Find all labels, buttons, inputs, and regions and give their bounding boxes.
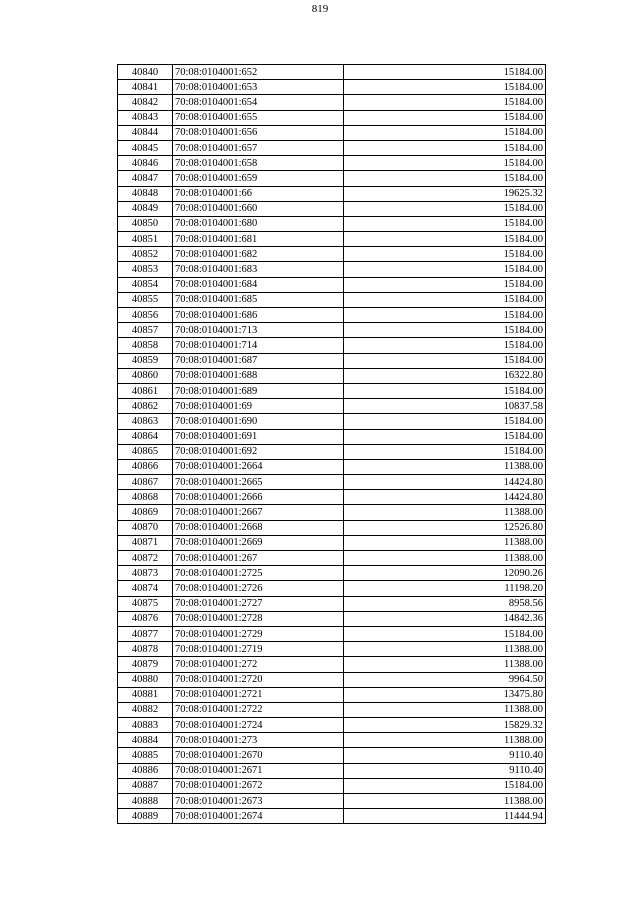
cadastral-value-cell: 14842.36 <box>344 611 546 626</box>
row-number-cell: 40848 <box>118 186 173 201</box>
cadastral-value-cell: 15184.00 <box>344 429 546 444</box>
row-number-cell: 40856 <box>118 308 173 323</box>
cadastral-value-cell: 15184.00 <box>344 277 546 292</box>
row-number-cell: 40887 <box>118 778 173 793</box>
table-row <box>118 338 546 353</box>
cadastral-value-cell: 15184.00 <box>344 95 546 110</box>
table-row <box>118 551 546 566</box>
cadastral-value-cell: 14424.80 <box>344 490 546 505</box>
table-row <box>118 216 546 231</box>
table-row <box>118 626 546 641</box>
cadastral-number-cell: 70:08:0104001:66 <box>173 186 344 201</box>
row-number-cell: 40889 <box>118 809 173 824</box>
cadastral-value-cell: 11388.00 <box>344 733 546 748</box>
table-row <box>118 353 546 368</box>
table-row <box>118 657 546 672</box>
cadastral-number-cell: 70:08:0104001:690 <box>173 414 344 429</box>
table-row <box>118 596 546 611</box>
cadastral-number-cell: 70:08:0104001:714 <box>173 338 344 353</box>
cadastral-number-cell: 70:08:0104001:713 <box>173 323 344 338</box>
row-number-cell: 40877 <box>118 626 173 641</box>
row-number-cell: 40881 <box>118 687 173 702</box>
cadastral-value-cell: 11388.00 <box>344 551 546 566</box>
cadastral-number-cell: 70:08:0104001:2724 <box>173 718 344 733</box>
row-number-cell: 40870 <box>118 520 173 535</box>
table-row <box>118 292 546 307</box>
cadastral-value-cell: 15184.00 <box>344 247 546 262</box>
table-row <box>118 232 546 247</box>
table-row <box>118 201 546 216</box>
row-number-cell: 40863 <box>118 414 173 429</box>
cadastral-number-cell: 70:08:0104001:655 <box>173 110 344 125</box>
cadastral-value-cell: 15184.00 <box>344 140 546 155</box>
table-row <box>118 733 546 748</box>
cadastral-value-cell: 8958.56 <box>344 596 546 611</box>
cadastral-value-cell: 11388.00 <box>344 794 546 809</box>
row-number-cell: 40847 <box>118 171 173 186</box>
cadastral-value-cell: 14424.80 <box>344 475 546 490</box>
cadastral-number-cell: 70:08:0104001:654 <box>173 95 344 110</box>
cadastral-value-table <box>117 64 546 824</box>
cadastral-number-cell: 70:08:0104001:272 <box>173 657 344 672</box>
cadastral-number-cell: 70:08:0104001:681 <box>173 232 344 247</box>
cadastral-value-cell: 13475.80 <box>344 687 546 702</box>
table-row <box>118 687 546 702</box>
cadastral-number-cell: 70:08:0104001:273 <box>173 733 344 748</box>
table-row <box>118 520 546 535</box>
cadastral-value-cell: 15184.00 <box>344 444 546 459</box>
table-row <box>118 80 546 95</box>
cadastral-number-cell: 70:08:0104001:2729 <box>173 626 344 641</box>
cadastral-number-cell: 70:08:0104001:2674 <box>173 809 344 824</box>
table-row <box>118 368 546 383</box>
cadastral-value-cell: 15184.00 <box>344 232 546 247</box>
cadastral-number-cell: 70:08:0104001:2727 <box>173 596 344 611</box>
cadastral-number-cell: 70:08:0104001:689 <box>173 383 344 398</box>
row-number-cell: 40860 <box>118 368 173 383</box>
cadastral-number-cell: 70:08:0104001:2670 <box>173 748 344 763</box>
cadastral-number-cell: 70:08:0104001:653 <box>173 80 344 95</box>
cadastral-number-cell: 70:08:0104001:2667 <box>173 505 344 520</box>
cadastral-value-cell: 11388.00 <box>344 642 546 657</box>
cadastral-number-cell: 70:08:0104001:2725 <box>173 566 344 581</box>
row-number-cell: 40854 <box>118 277 173 292</box>
cadastral-value-cell: 15184.00 <box>344 156 546 171</box>
cadastral-number-cell: 70:08:0104001:69 <box>173 399 344 414</box>
table-row <box>118 308 546 323</box>
cadastral-value-cell: 15184.00 <box>344 216 546 231</box>
cadastral-number-cell: 70:08:0104001:2728 <box>173 611 344 626</box>
table-row <box>118 277 546 292</box>
row-number-cell: 40888 <box>118 794 173 809</box>
cadastral-number-cell: 70:08:0104001:2722 <box>173 702 344 717</box>
row-number-cell: 40861 <box>118 383 173 398</box>
cadastral-number-cell: 70:08:0104001:680 <box>173 216 344 231</box>
cadastral-value-cell: 15184.00 <box>344 338 546 353</box>
cadastral-value-cell: 15184.00 <box>344 308 546 323</box>
cadastral-value-cell: 11198.20 <box>344 581 546 596</box>
table-row <box>118 323 546 338</box>
row-number-cell: 40885 <box>118 748 173 763</box>
cadastral-value-cell: 15184.00 <box>344 171 546 186</box>
row-number-cell: 40878 <box>118 642 173 657</box>
cadastral-number-cell: 70:08:0104001:2671 <box>173 763 344 778</box>
row-number-cell: 40845 <box>118 140 173 155</box>
table-row <box>118 110 546 125</box>
row-number-cell: 40872 <box>118 551 173 566</box>
cadastral-value-cell: 10837.58 <box>344 399 546 414</box>
row-number-cell: 40859 <box>118 353 173 368</box>
row-number-cell: 40851 <box>118 232 173 247</box>
row-number-cell: 40869 <box>118 505 173 520</box>
cadastral-number-cell: 70:08:0104001:2719 <box>173 642 344 657</box>
table-row <box>118 505 546 520</box>
table-row <box>118 140 546 155</box>
cadastral-number-cell: 70:08:0104001:656 <box>173 125 344 140</box>
cadastral-number-cell: 70:08:0104001:657 <box>173 140 344 155</box>
table-row <box>118 156 546 171</box>
row-number-cell: 40873 <box>118 566 173 581</box>
table-row <box>118 581 546 596</box>
table-row <box>118 763 546 778</box>
table-row <box>118 444 546 459</box>
table-row <box>118 642 546 657</box>
table-row <box>118 809 546 824</box>
cadastral-number-cell: 70:08:0104001:687 <box>173 353 344 368</box>
table-row <box>118 262 546 277</box>
page-number: 819 <box>311 3 329 15</box>
cadastral-number-cell: 70:08:0104001:2666 <box>173 490 344 505</box>
cadastral-number-cell: 70:08:0104001:2672 <box>173 778 344 793</box>
table-row <box>118 383 546 398</box>
row-number-cell: 40858 <box>118 338 173 353</box>
cadastral-value-cell: 15184.00 <box>344 201 546 216</box>
cadastral-value-cell: 9110.40 <box>344 763 546 778</box>
cadastral-value-cell: 15184.00 <box>344 262 546 277</box>
cadastral-value-cell: 12526.80 <box>344 520 546 535</box>
row-number-cell: 40864 <box>118 429 173 444</box>
cadastral-number-cell: 70:08:0104001:659 <box>173 171 344 186</box>
cadastral-value-cell: 15184.00 <box>344 65 546 80</box>
cadastral-value-cell: 15829.32 <box>344 718 546 733</box>
table-row <box>118 414 546 429</box>
cadastral-number-cell: 70:08:0104001:2720 <box>173 672 344 687</box>
cadastral-number-cell: 70:08:0104001:2665 <box>173 475 344 490</box>
table-row <box>118 535 546 550</box>
cadastral-number-cell: 70:08:0104001:686 <box>173 308 344 323</box>
cadastral-value-cell: 15184.00 <box>344 323 546 338</box>
cadastral-number-cell: 70:08:0104001:267 <box>173 551 344 566</box>
row-number-cell: 40880 <box>118 672 173 687</box>
cadastral-value-cell: 15184.00 <box>344 353 546 368</box>
row-number-cell: 40867 <box>118 475 173 490</box>
row-number-cell: 40874 <box>118 581 173 596</box>
cadastral-value-cell: 9964.50 <box>344 672 546 687</box>
table-body <box>118 65 546 824</box>
cadastral-value-cell: 16322.80 <box>344 368 546 383</box>
row-number-cell: 40875 <box>118 596 173 611</box>
cadastral-number-cell: 70:08:0104001:691 <box>173 429 344 444</box>
row-number-cell: 40853 <box>118 262 173 277</box>
table-row <box>118 429 546 444</box>
row-number-cell: 40879 <box>118 657 173 672</box>
cadastral-value-cell: 15184.00 <box>344 80 546 95</box>
table-row <box>118 475 546 490</box>
table-row <box>118 672 546 687</box>
row-number-cell: 40846 <box>118 156 173 171</box>
table-row <box>118 399 546 414</box>
cadastral-number-cell: 70:08:0104001:2668 <box>173 520 344 535</box>
cadastral-number-cell: 70:08:0104001:683 <box>173 262 344 277</box>
cadastral-number-cell: 70:08:0104001:685 <box>173 292 344 307</box>
row-number-cell: 40866 <box>118 459 173 474</box>
table-row <box>118 171 546 186</box>
row-number-cell: 40884 <box>118 733 173 748</box>
cadastral-value-cell: 15184.00 <box>344 292 546 307</box>
table-row <box>118 702 546 717</box>
row-number-cell: 40862 <box>118 399 173 414</box>
cadastral-number-cell: 70:08:0104001:2673 <box>173 794 344 809</box>
cadastral-number-cell: 70:08:0104001:660 <box>173 201 344 216</box>
cadastral-value-cell: 11388.00 <box>344 459 546 474</box>
table-row <box>118 718 546 733</box>
cadastral-number-cell: 70:08:0104001:658 <box>173 156 344 171</box>
row-number-cell: 40842 <box>118 95 173 110</box>
table-row <box>118 95 546 110</box>
row-number-cell: 40883 <box>118 718 173 733</box>
cadastral-number-cell: 70:08:0104001:2721 <box>173 687 344 702</box>
table-row <box>118 247 546 262</box>
row-number-cell: 40871 <box>118 535 173 550</box>
table-row <box>118 778 546 793</box>
row-number-cell: 40865 <box>118 444 173 459</box>
row-number-cell: 40849 <box>118 201 173 216</box>
cadastral-number-cell: 70:08:0104001:682 <box>173 247 344 262</box>
row-number-cell: 40868 <box>118 490 173 505</box>
table-row <box>118 611 546 626</box>
table-row <box>118 490 546 505</box>
table-row <box>118 794 546 809</box>
cadastral-number-cell: 70:08:0104001:684 <box>173 277 344 292</box>
table-row <box>118 186 546 201</box>
cadastral-value-cell: 15184.00 <box>344 383 546 398</box>
row-number-cell: 40850 <box>118 216 173 231</box>
cadastral-value-cell: 11388.00 <box>344 535 546 550</box>
cadastral-value-cell: 11444.94 <box>344 809 546 824</box>
cadastral-number-cell: 70:08:0104001:652 <box>173 65 344 80</box>
row-number-cell: 40882 <box>118 702 173 717</box>
cadastral-value-cell: 19625.32 <box>344 186 546 201</box>
cadastral-number-cell: 70:08:0104001:2669 <box>173 535 344 550</box>
table-row <box>118 125 546 140</box>
cadastral-number-cell: 70:08:0104001:688 <box>173 368 344 383</box>
cadastral-value-cell: 11388.00 <box>344 505 546 520</box>
row-number-cell: 40840 <box>118 65 173 80</box>
table-row <box>118 748 546 763</box>
row-number-cell: 40844 <box>118 125 173 140</box>
cadastral-value-cell: 9110.40 <box>344 748 546 763</box>
row-number-cell: 40855 <box>118 292 173 307</box>
cadastral-number-cell: 70:08:0104001:692 <box>173 444 344 459</box>
cadastral-value-cell: 12090.26 <box>344 566 546 581</box>
row-number-cell: 40857 <box>118 323 173 338</box>
cadastral-value-cell: 15184.00 <box>344 626 546 641</box>
table-row <box>118 566 546 581</box>
cadastral-number-cell: 70:08:0104001:2664 <box>173 459 344 474</box>
cadastral-value-cell: 11388.00 <box>344 702 546 717</box>
table-row <box>118 65 546 80</box>
cadastral-number-cell: 70:08:0104001:2726 <box>173 581 344 596</box>
row-number-cell: 40876 <box>118 611 173 626</box>
table-row <box>118 459 546 474</box>
row-number-cell: 40852 <box>118 247 173 262</box>
cadastral-value-cell: 15184.00 <box>344 778 546 793</box>
row-number-cell: 40886 <box>118 763 173 778</box>
cadastral-value-cell: 11388.00 <box>344 657 546 672</box>
row-number-cell: 40841 <box>118 80 173 95</box>
cadastral-value-cell: 15184.00 <box>344 110 546 125</box>
cadastral-value-cell: 15184.00 <box>344 125 546 140</box>
row-number-cell: 40843 <box>118 110 173 125</box>
cadastral-value-cell: 15184.00 <box>344 414 546 429</box>
